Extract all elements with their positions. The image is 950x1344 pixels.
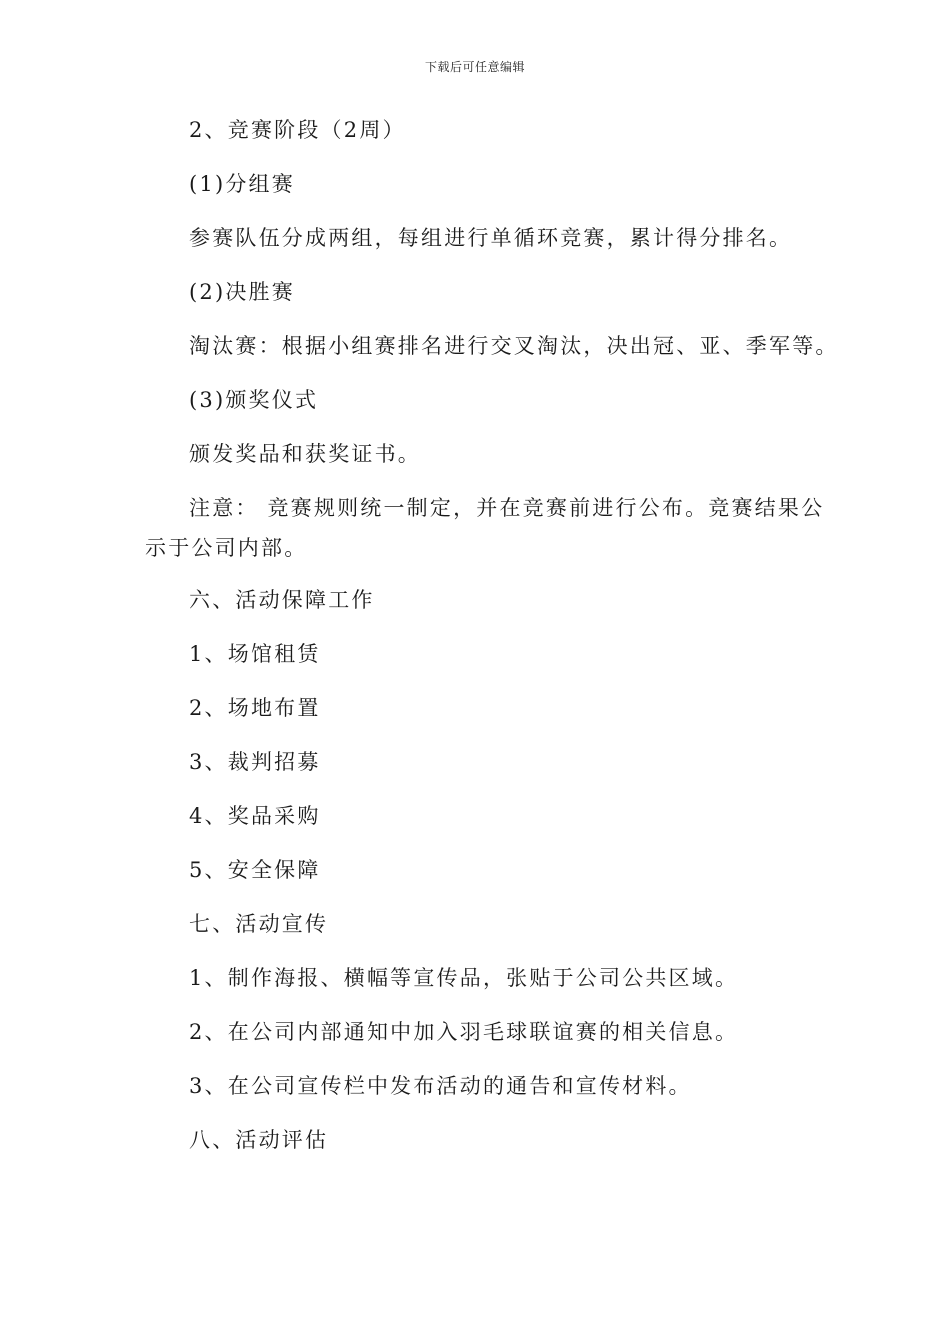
list-item: 3、在公司宣传栏中发布活动的通告和宣传材料。 (189, 1074, 692, 1098)
note-paragraph: 注意： 竞赛规则统一制定，并在竞赛前进行公布。竞赛结果公 (189, 496, 825, 520)
note-paragraph-continuation: 示于公司内部。 (145, 536, 308, 560)
list-item: 2、在公司内部通知中加入羽毛球联谊赛的相关信息。 (189, 1020, 739, 1044)
body-paragraph: 淘汰赛：根据小组赛排名进行交叉淘汰，决出冠、亚、季军等。 (189, 334, 839, 358)
section-heading: 七、活动宣传 (189, 912, 329, 936)
list-item: 5、安全保障 (189, 858, 321, 882)
list-item: 1、制作海报、横幅等宣传品，张贴于公司公共区域。 (189, 966, 739, 990)
list-item: 4、奖品采购 (189, 804, 321, 828)
section-heading: 六、活动保障工作 (189, 588, 375, 612)
list-item: 2、场地布置 (189, 696, 321, 720)
body-paragraph: 颁发奖品和获奖证书。 (189, 442, 421, 466)
list-item: 1、场馆租赁 (189, 642, 321, 666)
subsection-heading: (3)颁奖仪式 (189, 388, 319, 412)
page-header: 下载后可任意编辑 (424, 60, 525, 74)
body-paragraph: 参赛队伍分成两组，每组进行单循环竞赛，累计得分排名。 (189, 226, 793, 250)
subsection-heading: (2)决胜赛 (189, 280, 295, 304)
subsection-heading: (1)分组赛 (189, 172, 295, 196)
list-item: 3、裁判招募 (189, 750, 321, 774)
section-heading: 八、活动评估 (189, 1128, 329, 1152)
section-heading: 2、竞赛阶段（2周） (189, 118, 406, 142)
